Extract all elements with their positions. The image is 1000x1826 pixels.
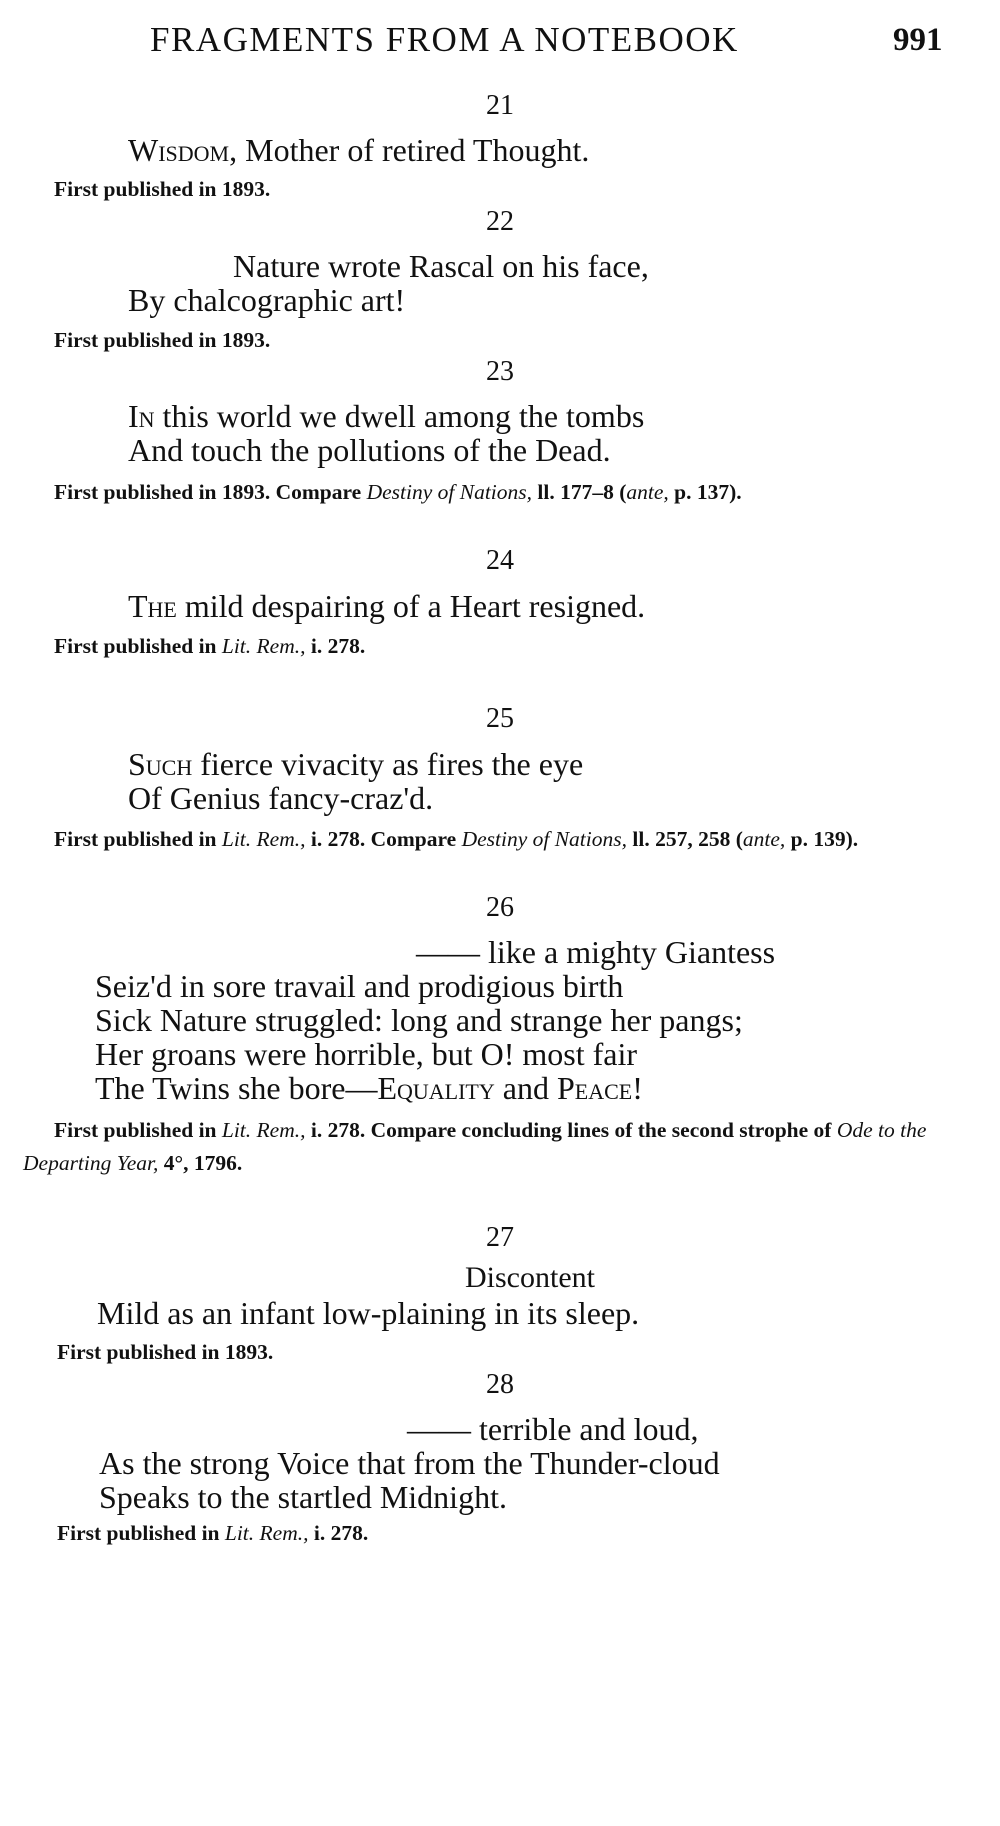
verse-line [128, 588, 645, 625]
footnote-text: i. 278. Compare [305, 827, 462, 851]
verse-line: —— like a mighty Giantess [416, 934, 776, 970]
footnote-italic: Lit. Rem., [221, 827, 306, 851]
footnote-text: First published in [54, 827, 222, 851]
footnote [23, 476, 960, 509]
verse-line: Sick Nature struggled: long and strange her pangs; [95, 1002, 743, 1038]
small-caps-word: Such [128, 746, 193, 782]
footnote [54, 634, 365, 659]
verse-text: Mother of retired Thought. [237, 132, 590, 168]
verse-line [128, 398, 644, 435]
footnote-italic: ante, [742, 827, 786, 851]
footnote-text: 4°, 1796. [158, 1151, 243, 1175]
footnote-text: First published in 1893. Compare [54, 480, 367, 504]
footnote-italic: ante, [626, 480, 669, 504]
verse-line: And touch the pollutions of the Dead. [128, 432, 611, 468]
fragment-number: 22 [486, 206, 514, 237]
footnote-text: p. 137). [668, 480, 742, 504]
footnote-italic: Lit. Rem., [221, 634, 306, 658]
verse-text: this world we dwell among the tombs [154, 398, 645, 434]
fragment-number: 27 [486, 1222, 514, 1253]
verse-text: The Twins she bore— [95, 1070, 378, 1106]
verse-line: Seiz'd in sore travail and prodigious birth [95, 968, 624, 1004]
footnote-text: ll. 177–8 ( [532, 480, 627, 504]
verse-line: Speaks to the startled Midnight. [99, 1479, 507, 1515]
page-number: 991 [893, 22, 943, 58]
verse-text: mild despairing of a Heart resigned. [176, 588, 646, 624]
footnote-italic: Lit. Rem., [221, 1118, 306, 1142]
footnote: First published in 1893. [54, 328, 271, 352]
verse-line [128, 132, 589, 169]
verse-line: Of Genius fancy-craz'd. [128, 780, 434, 816]
footnote: First published in 1893. [54, 177, 271, 201]
footnote-text: First published in [54, 634, 222, 658]
fragment-number: 26 [486, 892, 514, 923]
footnote-italic: Ode to the Departing Year, [23, 1118, 927, 1175]
footnote-text: i. 278. [308, 1521, 369, 1545]
verse-line: By chalcographic art! [128, 282, 406, 318]
small-caps-word: Equality [377, 1070, 495, 1106]
verse-line [95, 1070, 643, 1107]
footnote-text: i. 278. [305, 634, 366, 658]
verse-line: Mild as an infant low-plaining in its sleep. [97, 1295, 640, 1331]
small-caps-word: In [128, 398, 155, 434]
footnote-text: ll. 257, 258 ( [627, 827, 743, 851]
fragment-number: 21 [486, 90, 514, 121]
footnote-text: p. 139). [785, 827, 859, 851]
verse-text: ! [632, 1070, 643, 1106]
footnote-text: First published in [54, 1118, 222, 1142]
verse-line: Nature wrote Rascal on his face, [233, 248, 649, 284]
footnote [23, 1114, 960, 1180]
fragment-number: 23 [486, 356, 514, 387]
footnote: First published in 1893. [57, 1340, 274, 1364]
fragment-number: 25 [486, 703, 514, 734]
verse-line: Her groans were horrible, but O! most fair [95, 1036, 638, 1072]
footnote [23, 823, 960, 856]
footnote-italic: Lit. Rem., [224, 1521, 309, 1545]
fragment-number: 28 [486, 1369, 514, 1400]
footnote-italic: Destiny of Nations, [366, 480, 533, 504]
fragment-title: Discontent [465, 1261, 595, 1294]
small-caps-word: The [128, 588, 177, 624]
verse-text: and [494, 1070, 557, 1106]
verse-line: —— terrible and loud, [407, 1411, 699, 1447]
footnote-text: i. 278. Compare concluding lines of the second strophe of [305, 1118, 837, 1142]
running-header: FRAGMENTS FROM A NOTEBOOK [150, 20, 739, 59]
verse-line [128, 746, 583, 783]
small-caps-word: Peace [556, 1070, 633, 1106]
fragment-number: 24 [486, 545, 514, 576]
footnote-italic: Destiny of Nations, [461, 827, 627, 851]
verse-line: As the strong Voice that from the Thunder-cloud [99, 1445, 720, 1481]
footnote [57, 1521, 368, 1546]
verse-text: fierce vivacity as fires the eye [192, 746, 584, 782]
footnote-text: First published in [57, 1521, 225, 1545]
small-caps-word: Wisdom, [128, 132, 238, 168]
